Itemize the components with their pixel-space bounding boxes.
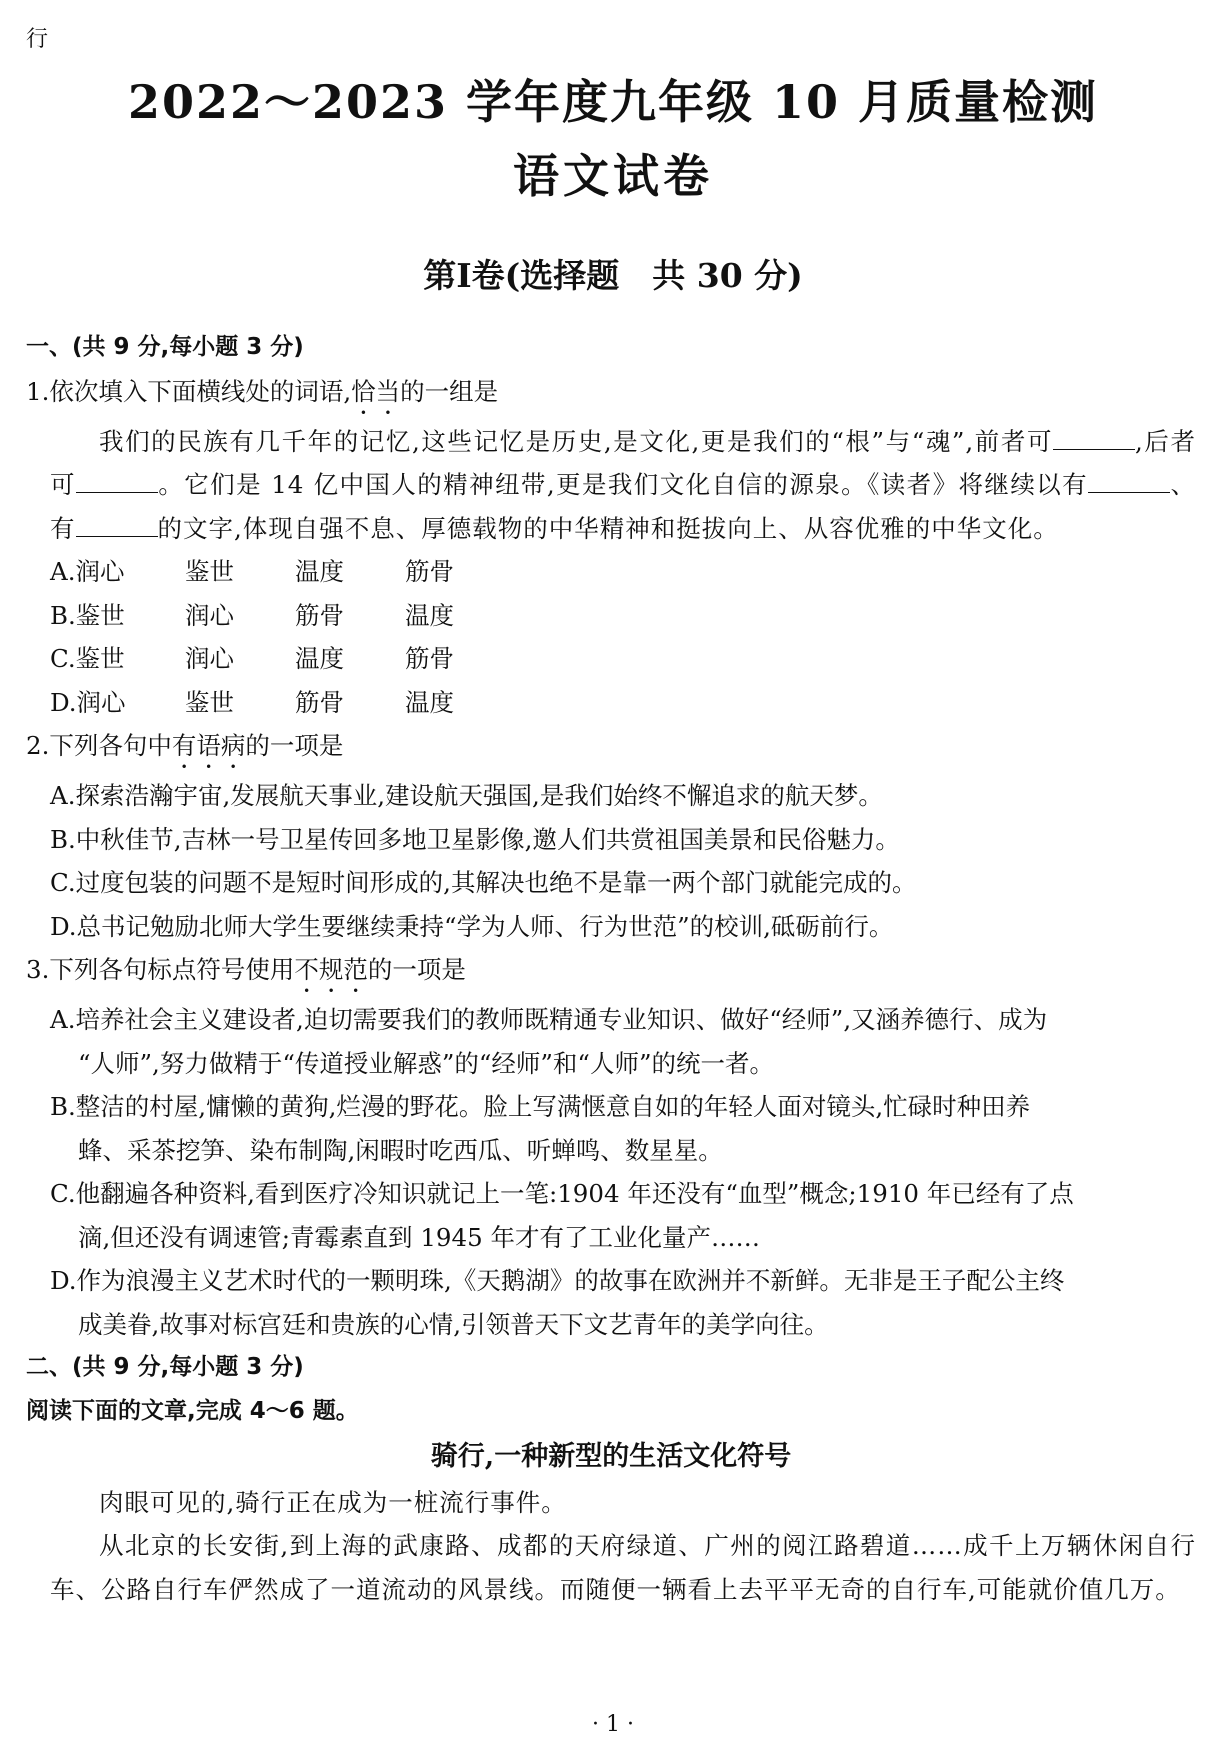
part-heading: 第Ⅰ卷(选择题 共 30 分) <box>423 256 803 295</box>
question-2-stem <box>26 724 1196 774</box>
article-paragraph: 肉眼可见的,骑行正在成为一桩流行事件。 <box>99 1487 567 1517</box>
option-cell: 温度 <box>295 557 344 586</box>
blank-line <box>76 466 158 493</box>
option-text-continued: 成美眷,故事对标宫廷和贵族的心情,引领普天下文艺青年的美学向往。 <box>78 1309 829 1339</box>
emphasis-text: 不规范 <box>294 955 368 984</box>
stem-text: 1.依次填入下面横线处的词语, <box>26 376 352 406</box>
option-row <box>50 550 1196 594</box>
emphasis-text: 恰当 <box>351 376 401 406</box>
option-text-continued: 蜂、采茶挖笋、染布制陶,闲暇时吃西瓜、听蝉鸣、数星星。 <box>78 1135 723 1165</box>
article-title: 骑行,一种新型的生活文化符号 <box>430 1441 792 1472</box>
option-cell: C.鉴世 <box>50 644 125 673</box>
exam-content <box>26 326 1196 1611</box>
option-cell: B.鉴世 <box>50 600 125 630</box>
option-row <box>50 594 1196 638</box>
option-cell: 筋骨 <box>295 600 344 630</box>
passage-text: 、有 <box>50 470 1196 543</box>
exam-title: 2022～2023 学年度九年级 10 月质量检测 <box>127 75 1099 129</box>
passage-text: 我们的民族有几千年的记忆,这些记忆是历史,是文化,更是我们的“根”与“魂”,前者可 <box>99 426 1054 456</box>
option-row <box>50 637 1196 681</box>
article-paragraph: 从北京的长安街,到上海的武康路、成都的天府绿道、广州的阅江路碧道……成千上万辆休闲自行车、公路自行车俨然成了一道流动的风景线。而随便一辆看上去平平无奇的自行车,可能就价值几万。 <box>50 1531 1196 1604</box>
option-cell: 温度 <box>295 644 344 673</box>
question-2-option: C.过度包装的问题不是短时间形成的,其解决也绝不是靠一两个部门就能完成的。 <box>50 868 917 897</box>
question-2-option: B.中秋佳节,吉林一号卫星传回多地卫星影像,邀人们共赏祖国美景和民俗魅力。 <box>50 824 900 854</box>
question-3-option <box>26 998 1196 1085</box>
stem-text: 3.下列各句标点符号使用 <box>26 955 295 984</box>
reading-instruction: 阅读下面的文章,完成 4～6 题。 <box>26 1397 359 1424</box>
stem-text: 的一项是 <box>367 955 466 984</box>
option-cell: 温度 <box>405 600 454 630</box>
question-3-option <box>26 1259 1196 1346</box>
corner-mark: 行 <box>26 27 49 52</box>
option-cell: D.润心 <box>50 687 126 717</box>
option-text: A.培养社会主义建设者,迫切需要我们的教师既精通专业知识、做好“经师”,又涵养德行、成为 <box>50 1005 1048 1034</box>
option-text-continued: 滴,但还没有调速管;青霉素直到 1945 年才有了工业化量产…… <box>78 1222 760 1252</box>
passage-text: 的文字,体现自强不息、厚德载物的中华精神和挺拔向上、从容优雅的中华文化。 <box>157 513 1059 543</box>
exam-subtitle: 语文试卷 <box>513 149 713 203</box>
passage-text: ,后者可 <box>50 426 1196 499</box>
blank-line <box>76 510 158 537</box>
option-cell: 鉴世 <box>185 687 234 717</box>
option-cell: 鉴世 <box>185 557 234 586</box>
page-number: · 1 · <box>592 1712 634 1737</box>
passage-text: 。它们是 14 亿中国人的精神纽带,更是我们文化自信的源泉。《读者》将继续以有 <box>157 470 1089 499</box>
section-heading-1: 一、(共 9 分,每小题 3 分) <box>26 334 304 360</box>
option-cell: 筋骨 <box>405 557 454 586</box>
blank-line <box>1053 423 1135 450</box>
option-cell: 温度 <box>405 687 454 717</box>
stem-text: 的一项是 <box>245 731 344 760</box>
question-2-option: D.总书记勉励北师大学生要继续秉持“学为人师、行为世范”的校训,砥砺前行。 <box>50 911 894 941</box>
question-3-option <box>26 1085 1196 1172</box>
emphasis-text: 有语病 <box>171 731 246 760</box>
option-cell: A.润心 <box>50 557 125 586</box>
question-1-stem <box>26 370 1196 420</box>
question-1-options <box>26 550 1196 724</box>
option-cell: 润心 <box>185 644 234 673</box>
question-3-stem <box>26 948 1196 998</box>
stem-text: 的一组是 <box>400 376 499 406</box>
option-text: B.整洁的村屋,慵懒的黄狗,烂漫的野花。脸上写满惬意自如的年轻人面对镜头,忙碌时种田养 <box>50 1092 1031 1121</box>
question-3-option <box>26 1172 1196 1259</box>
option-text: D.作为浪漫主义艺术时代的一颗明珠,《天鹅湖》的故事在欧洲并不新鲜。无非是王子配公主终 <box>50 1266 1065 1295</box>
option-text: C.他翻遍各种资料,看到医疗冷知识就记上一笔:1904 年还没有“血型”概念;1910 年已经有了点 <box>50 1179 1074 1208</box>
question-1-passage <box>26 420 1196 551</box>
question-2-option: A.探索浩瀚宇宙,发展航天事业,建设航天强国,是我们始终不懈追求的航天梦。 <box>50 781 883 810</box>
option-row <box>50 681 1196 725</box>
option-cell: 润心 <box>185 600 234 630</box>
blank-line <box>1088 466 1170 493</box>
option-text-continued: “人师”,努力做精于“传道授业解惑”的“经师”和“人师”的统一者。 <box>78 1048 774 1078</box>
section-heading-2: 二、(共 9 分,每小题 3 分) <box>26 1354 304 1380</box>
stem-text: 2.下列各句中 <box>26 731 172 760</box>
option-cell: 筋骨 <box>295 687 344 717</box>
option-cell: 筋骨 <box>405 644 454 673</box>
